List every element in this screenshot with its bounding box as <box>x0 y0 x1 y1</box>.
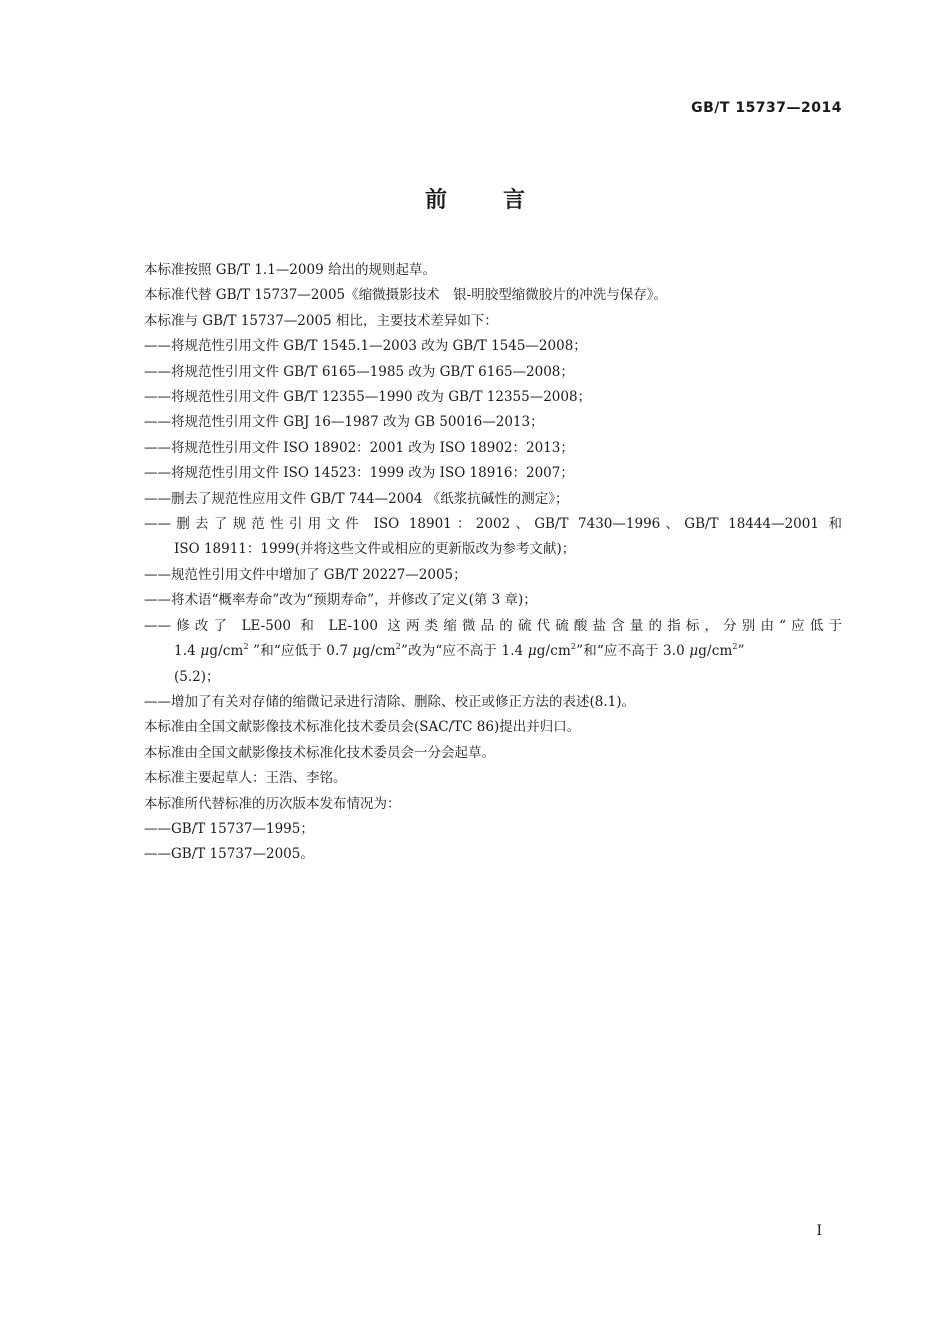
foreword-body <box>144 258 842 868</box>
paragraph-drafters: 本标准主要起草人：王浩、李铭。 <box>144 770 347 787</box>
standard-code: GB/T 15737—2014 <box>691 100 842 116</box>
list-item: ——将规范性引用文件 GB/T 6165—1985 改为 GB/T 6165—2008； <box>144 363 574 380</box>
list-item-continuation: ISO 18911：1999(并将这些文件或相应的更新版改为参考文献)； <box>174 541 576 558</box>
paragraph-proposed-by: 本标准由全国文献影像技术标准化技术委员会(SAC/TC 86)提出并归口。 <box>144 719 581 736</box>
paragraph-history-intro: 本标准所代替标准的历次版本发布情况为： <box>144 795 401 812</box>
paragraph-drafting-rule: 本标准按照 GB/T 1.1—2009 给出的规则起草。 <box>144 262 436 278</box>
list-item-continuation: 1.4 $\mu g/cm^2$ ”和“应低于 0.7 $\mu g/cm^2$”改为“应不高于 1.4 $\mu g/cm^2$”和“应不高于 3.0 $\mu g/cm^2$” <box>174 642 745 660</box>
paragraph-differences-intro: 本标准与 GB/T 15737—2005 相比，主要技术差异如下： <box>144 312 498 329</box>
list-item: ——修改了 LE-500 和 LE-100 这两类缩微品的硫代硫酸盐含量的指标，分别由“应低于 <box>144 617 842 634</box>
list-item: ——将术语“概率寿命”改为“预期寿命”，并修改了定义(第 3 章)； <box>144 592 537 609</box>
list-item: ——增加了有关对存储的缩微记录进行清除、删除、校正或修正方法的表述(8.1)。 <box>144 693 636 710</box>
list-item: ——GB/T 15737—2005。 <box>144 846 314 863</box>
list-item: ——将规范性引用文件 GB/T 1545.1—2003 改为 GB/T 1545—2008； <box>144 338 587 355</box>
list-item: ——删去了规范性应用文件 GB/T 744—2004 《纸浆抗碱性的测定》； <box>144 490 569 507</box>
list-item: ——将规范性引用文件 GB/T 12355—1990 改为 GB/T 12355—2008； <box>144 389 592 406</box>
list-item: ——将规范性引用文件 ISO 14523：1999 改为 ISO 18916：2007； <box>144 465 574 482</box>
paragraph-drafted-by: 本标准由全国文献影像技术标准化技术委员会一分会起草。 <box>144 744 495 761</box>
page-title: 前言 <box>424 188 581 213</box>
list-item: ——将规范性引用文件 ISO 18902：2001 改为 ISO 18902：2013； <box>144 439 574 456</box>
paragraph-replaces: 本标准代替 GB/T 15737—2005《缩微摄影技术 银-明胶型缩微胶片的冲洗与保存》。 <box>144 287 667 304</box>
list-item: ——GB/T 15737—1995； <box>144 820 314 837</box>
list-item: ——删去了规范性引用文件 ISO 18901：2002、GB/T 7430—1996、GB/T 18444—2001 和 <box>144 516 842 533</box>
list-item: ——将规范性引用文件 GBJ 16—1987 改为 GB 50016—2013； <box>144 414 544 431</box>
list-item: ——规范性引用文件中增加了 GB/T 20227—2005； <box>144 566 467 583</box>
page-number: I <box>816 1223 822 1239</box>
list-item-continuation: (5.2)； <box>174 668 220 685</box>
